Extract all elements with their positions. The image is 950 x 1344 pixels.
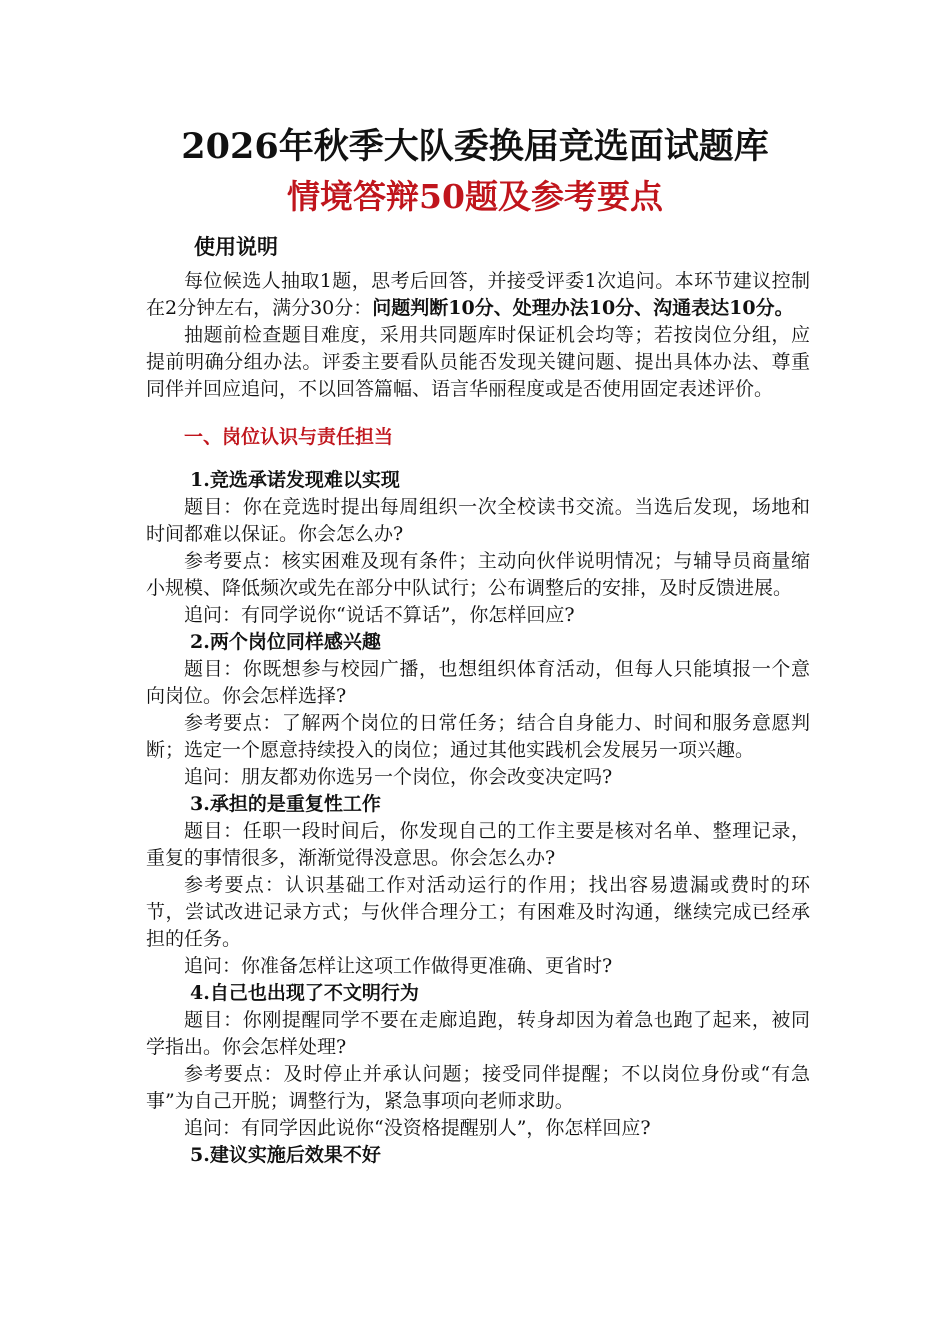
question-1-title [146,467,810,494]
question-5-number: 5. [190,1144,210,1166]
section-heading: 一、岗位认识与责任担当 [184,427,394,448]
question-4-followup: 追问：有同学因此说你“没资格提醒别人”，你怎样回应? [184,1117,651,1139]
question-3-topic: 题目：任职一段时间后，你发现自己的工作主要是核对名单、整理记录，重复的事情很多，渐渐觉得没意思。你会怎么办? [146,820,810,869]
question-2-number: 2. [190,631,210,653]
question-4-title [146,980,810,1007]
question-1-topic: 题目：你在竞选时提出每周组织一次全校读书交流。当选后发现，场地和时间都难以保证。你会怎么办? [146,496,810,545]
usage-paragraph-1-text: 每位候选人抽取1题，思考后回答，并接受评委1次追问。本环节建议控制在2分钟左右，满分30分： [146,270,810,319]
question-2-points: 参考要点：了解两个岗位的日常任务；结合自身能力、时间和服务意愿判断；选定一个愿意持续投入的岗位；通过其他实践机会发展另一项兴趣。 [146,712,810,761]
question-2-followup: 追问：朋友都劝你选另一个岗位，你会改变决定吗? [184,766,613,788]
question-3-followup: 追问：你准备怎样让这项工作做得更准确、更省时? [184,955,613,977]
question-1-title-text: 竞选承诺发现难以实现 [209,469,400,491]
question-1-followup: 追问：有同学说你“说话不算话”，你怎样回应? [184,604,575,626]
question-4-topic: 题目：你刚提醒同学不要在走廊追跑，转身却因为着急也跑了起来，被同学指出。你会怎样处理? [146,1009,810,1058]
question-2-title-text: 两个岗位同样感兴趣 [209,631,381,653]
question-5-title [146,1142,810,1169]
question-5-title-text: 建议实施后效果不好 [209,1144,381,1166]
question-4-points: 参考要点：及时停止并承认问题；接受同伴提醒；不以岗位身份或“有急事”为自己开脱；调整行为，紧急事项向老师求助。 [146,1063,810,1112]
question-3-title [146,791,810,818]
question-1-points: 参考要点：核实困难及现有条件；主动向伙伴说明情况；与辅导员商量缩小规模、降低频次或先在部分中队试行；公布调整后的安排，及时反馈进展。 [146,550,810,599]
question-4-number: 4. [190,982,210,1004]
question-2-title [146,629,810,656]
document-title: 2026年秋季大队委换届竞选面试题库 [181,126,769,167]
document-subtitle: 情境答辩50题及参考要点 [287,177,663,216]
usage-heading: 使用说明 [194,234,278,259]
question-4-title-text: 自己也出现了不文明行为 [209,982,419,1004]
usage-paragraph-2: 抽题前检查题目难度，采用共同题库时保证机会均等；若按岗位分组，应提前明确分组办法。评委主要看队员能否发现关键问题、提出具体办法、尊重同伴并回应追问，不以回答篇幅、语言华丽程度或是否使用固定表述评价。 [146,324,810,400]
usage-paragraph-1 [146,268,810,322]
question-3-points: 参考要点：认识基础工作对活动运行的作用；找出容易遗漏或费时的环节，尝试改进记录方式；与伙伴合理分工；有困难及时沟通，继续完成已经承担的任务。 [146,874,810,950]
question-1-number: 1. [190,469,210,491]
question-3-title-text: 承担的是重复性工作 [209,793,381,815]
usage-scoring-emphasis: 问题判断10分、处理办法10分、沟通表达10分。 [372,297,794,319]
question-2-topic: 题目：你既想参与校园广播，也想组织体育活动，但每人只能填报一个意向岗位。你会怎样选择? [146,658,810,707]
question-3-number: 3. [190,793,210,815]
document-body [146,230,810,1169]
